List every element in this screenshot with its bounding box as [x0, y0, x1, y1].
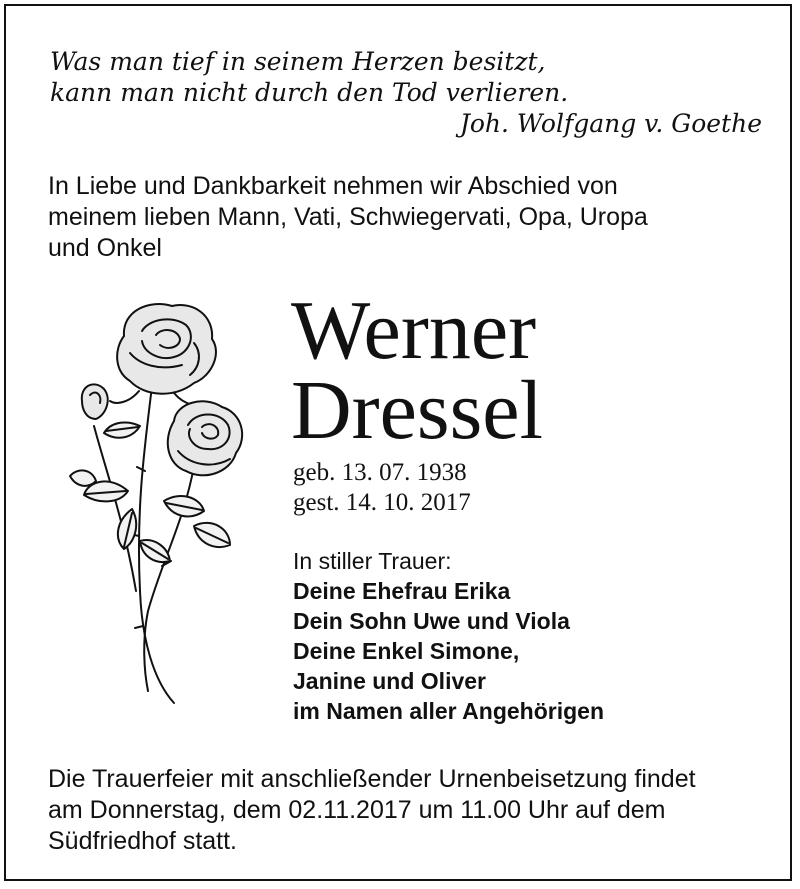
last-name: Dressel	[291, 364, 543, 457]
quote-author: Joh. Wolfgang v. Goethe	[459, 109, 762, 138]
quote-line-1: Was man tief in seinem Herzen besitzt,	[50, 47, 546, 76]
intro-line-1: In Liebe und Dankbarkeit nehmen wir Abschied von	[48, 172, 618, 200]
mourners-block	[293, 546, 604, 726]
goethe-quote	[50, 46, 762, 139]
mourner-line-4: Janine und Oliver	[293, 668, 486, 694]
intro-line-3: und Onkel	[48, 234, 162, 262]
first-name: Werner	[291, 284, 537, 377]
obituary-notice	[4, 4, 792, 881]
deceased-name	[291, 284, 543, 457]
mourner-line-3: Deine Enkel Simone,	[293, 638, 520, 664]
funeral-line-2: am Donnerstag, dem 02.11.2017 um 11.00 Uhr auf dem	[48, 796, 666, 824]
quote-line-2: kann man nicht durch den Tod verlieren.	[50, 78, 569, 107]
death-date: gest. 14. 10. 2017	[293, 489, 471, 516]
mourner-line-5: im Namen aller Angehörigen	[293, 698, 604, 724]
rose-icon	[44, 291, 254, 711]
intro-line-2: meinem lieben Mann, Vati, Schwiegervati, Opa, Uropa	[48, 203, 648, 231]
funeral-line-1: Die Trauerfeier mit anschließender Urnenbeisetzung findet	[48, 765, 696, 793]
funeral-line-3: Südfriedhof statt.	[48, 827, 238, 855]
mourners-heading: In stiller Trauer:	[293, 548, 452, 574]
birth-date: geb. 13. 07. 1938	[293, 459, 467, 486]
intro-text	[48, 171, 748, 264]
funeral-details	[48, 764, 768, 857]
mourner-line-1: Deine Ehefrau Erika	[293, 578, 511, 604]
life-dates	[293, 458, 471, 518]
mourner-line-2: Dein Sohn Uwe und Viola	[293, 608, 570, 634]
